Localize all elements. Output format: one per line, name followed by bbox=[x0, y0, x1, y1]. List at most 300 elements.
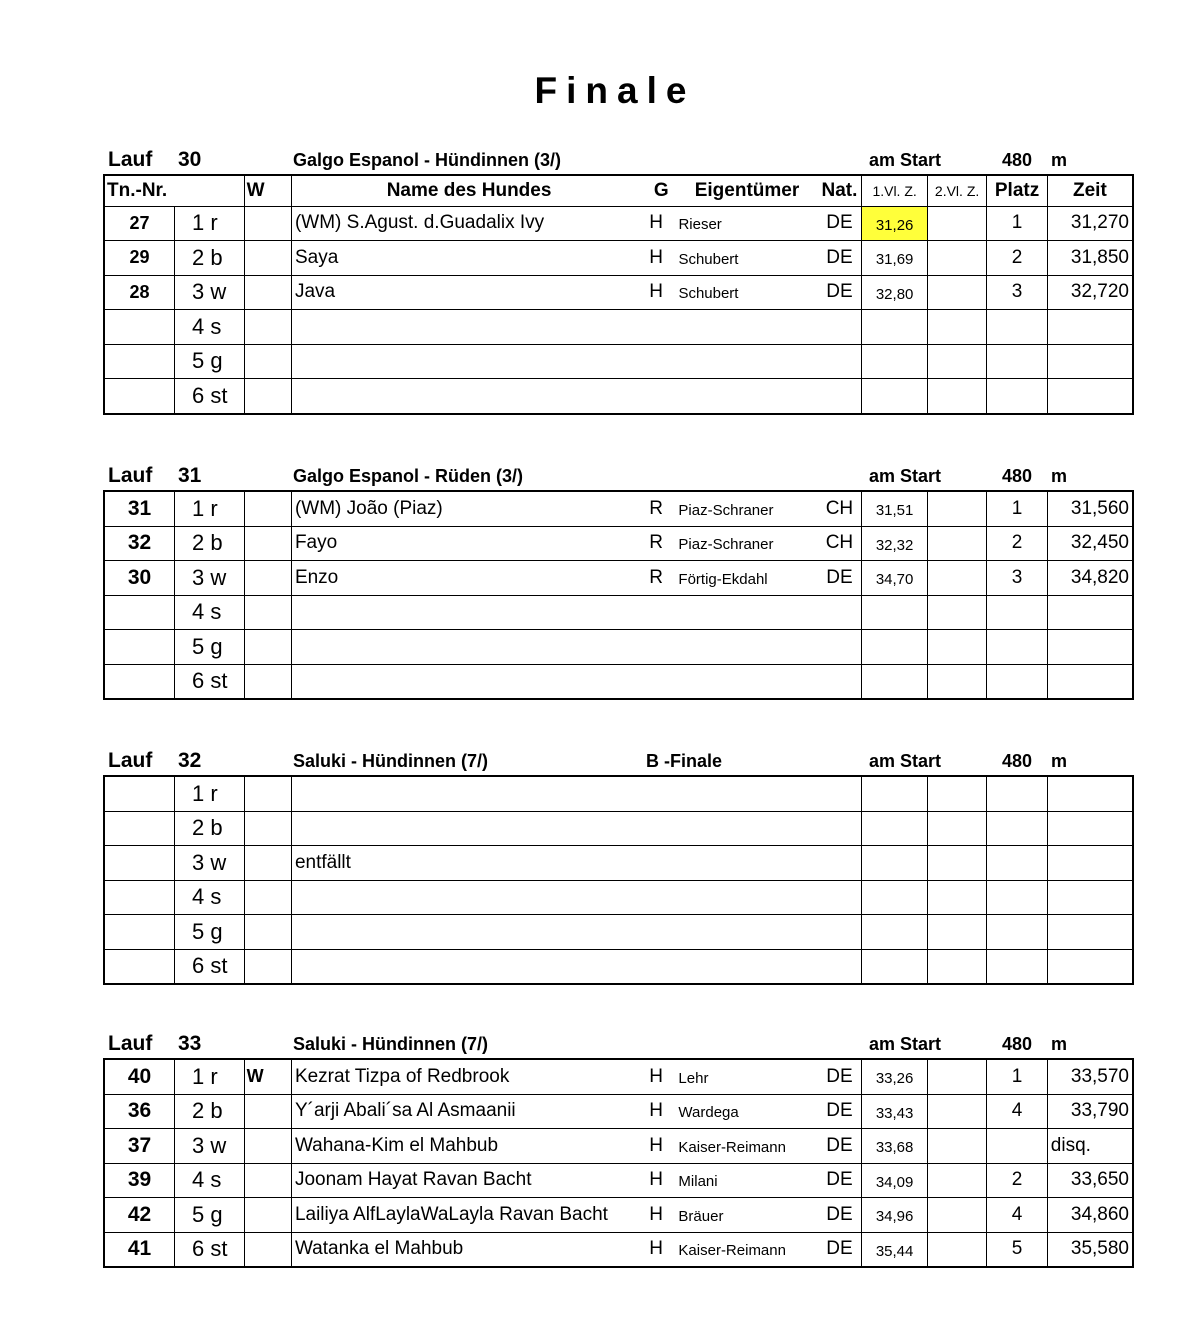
box-number: 6 st bbox=[175, 949, 245, 984]
gender bbox=[646, 880, 676, 915]
prelim-time-2 bbox=[927, 241, 986, 276]
dog-name: Wahana-Kim el Mahbub bbox=[291, 1129, 646, 1164]
race-start-label: am Start bbox=[869, 150, 942, 170]
prelim-time-1: 34,09 bbox=[862, 1163, 928, 1198]
nationality bbox=[818, 846, 862, 881]
box-number: 3 w bbox=[175, 846, 245, 881]
placing bbox=[987, 776, 1047, 811]
table-row bbox=[104, 949, 1133, 984]
race-table bbox=[103, 1058, 1134, 1268]
tn-number bbox=[104, 949, 175, 984]
owner: Bräuer bbox=[676, 1198, 817, 1233]
tn-number bbox=[104, 379, 175, 414]
col-header-g: G bbox=[646, 175, 676, 206]
prelim-time-2 bbox=[927, 1198, 986, 1233]
tn-number bbox=[104, 595, 175, 630]
prelim-time-1: 33,26 bbox=[862, 1059, 928, 1094]
winner-mark bbox=[244, 491, 291, 526]
dog-name: Saya bbox=[291, 241, 646, 276]
final-time bbox=[1047, 595, 1133, 630]
dog-name: Joonam Hayat Ravan Bacht bbox=[291, 1163, 646, 1198]
table-row bbox=[104, 379, 1133, 414]
race-breed: Saluki - Hündinnen (7/) bbox=[293, 751, 489, 771]
placing bbox=[987, 664, 1047, 699]
placing: 4 bbox=[987, 1094, 1047, 1129]
winner-mark bbox=[244, 915, 291, 950]
final-time bbox=[1047, 915, 1133, 950]
page-title: Finale bbox=[534, 70, 696, 111]
final-time bbox=[1047, 664, 1133, 699]
dog-name: Java bbox=[291, 275, 646, 310]
prelim-time-2 bbox=[927, 776, 986, 811]
table-row bbox=[104, 491, 1133, 526]
prelim-time-2 bbox=[927, 1059, 986, 1094]
nationality: CH bbox=[818, 491, 862, 526]
winner-mark bbox=[244, 1129, 291, 1164]
table-row bbox=[104, 241, 1133, 276]
nationality: DE bbox=[818, 1198, 862, 1233]
tn-number: 37 bbox=[104, 1129, 175, 1164]
box-number: 3 w bbox=[175, 275, 245, 310]
dog-name bbox=[291, 949, 646, 984]
tn-number: 29 bbox=[104, 241, 175, 276]
nationality bbox=[818, 915, 862, 950]
final-time bbox=[1047, 880, 1133, 915]
col-header-w: W bbox=[244, 175, 291, 206]
race-distance-unit: m bbox=[1051, 466, 1068, 486]
table-row bbox=[104, 846, 1133, 881]
gender bbox=[646, 310, 676, 345]
tn-number bbox=[104, 846, 175, 881]
race-table bbox=[103, 490, 1134, 700]
race-distance: 480 bbox=[1002, 150, 1033, 170]
winner-mark bbox=[244, 776, 291, 811]
table-row bbox=[104, 595, 1133, 630]
winner-mark bbox=[244, 379, 291, 414]
prelim-time-1 bbox=[862, 811, 928, 846]
placing bbox=[987, 880, 1047, 915]
race-distance-unit: m bbox=[1051, 150, 1068, 170]
gender: H bbox=[646, 1129, 676, 1164]
tn-number: 27 bbox=[104, 206, 175, 241]
final-time bbox=[1047, 846, 1133, 881]
owner bbox=[676, 630, 817, 665]
column-header-row bbox=[104, 175, 1133, 206]
placing: 2 bbox=[987, 1163, 1047, 1198]
final-time: 33,790 bbox=[1047, 1094, 1133, 1129]
box-number: 4 s bbox=[175, 880, 245, 915]
prelim-time-2 bbox=[927, 344, 986, 379]
race-breed: Saluki - Hündinnen (7/) bbox=[293, 1034, 489, 1054]
winner-mark bbox=[244, 526, 291, 561]
prelim-time-1 bbox=[862, 880, 928, 915]
gender: H bbox=[646, 1059, 676, 1094]
dog-name: Fayo bbox=[291, 526, 646, 561]
owner bbox=[676, 664, 817, 699]
race-distance: 480 bbox=[1002, 466, 1033, 486]
gender bbox=[646, 811, 676, 846]
race-label: Lauf bbox=[108, 749, 153, 772]
prelim-time-2 bbox=[927, 491, 986, 526]
race-distance-unit: m bbox=[1051, 751, 1068, 771]
winner-mark bbox=[244, 630, 291, 665]
prelim-time-2 bbox=[927, 379, 986, 414]
final-time: 34,820 bbox=[1047, 561, 1133, 596]
gender: R bbox=[646, 491, 676, 526]
owner: Schubert bbox=[676, 275, 817, 310]
prelim-time-1 bbox=[862, 915, 928, 950]
dog-name bbox=[291, 880, 646, 915]
gender bbox=[646, 664, 676, 699]
prelim-time-1: 31,51 bbox=[862, 491, 928, 526]
nationality bbox=[818, 595, 862, 630]
gender: H bbox=[646, 1198, 676, 1233]
table-row bbox=[104, 344, 1133, 379]
box-number: 2 b bbox=[175, 241, 245, 276]
prelim-time-2 bbox=[927, 811, 986, 846]
race-number: 31 bbox=[178, 464, 202, 487]
final-time: 31,850 bbox=[1047, 241, 1133, 276]
nationality bbox=[818, 776, 862, 811]
final-time bbox=[1047, 949, 1133, 984]
winner-mark bbox=[244, 664, 291, 699]
dog-name: Lailiya AlfLaylaWaLayla Ravan Bacht bbox=[291, 1198, 646, 1233]
tn-number bbox=[104, 310, 175, 345]
final-time: disq. bbox=[1047, 1129, 1133, 1164]
owner bbox=[676, 776, 817, 811]
box-number: 5 g bbox=[175, 344, 245, 379]
winner-mark: W bbox=[244, 1059, 291, 1094]
col-header-t1: 1.Vl. Z. bbox=[862, 175, 928, 206]
owner bbox=[676, 595, 817, 630]
gender: H bbox=[646, 1163, 676, 1198]
prelim-time-2 bbox=[927, 526, 986, 561]
tn-number bbox=[104, 630, 175, 665]
table-row bbox=[104, 1094, 1133, 1129]
box-number: 6 st bbox=[175, 1232, 245, 1267]
placing: 1 bbox=[987, 491, 1047, 526]
gender bbox=[646, 776, 676, 811]
nationality bbox=[818, 880, 862, 915]
race-33 bbox=[103, 1032, 1134, 1268]
col-header-name: Name des Hundes bbox=[291, 175, 646, 206]
gender: H bbox=[646, 1232, 676, 1267]
race-number: 33 bbox=[178, 1032, 202, 1055]
nationality bbox=[818, 664, 862, 699]
box-number: 1 r bbox=[175, 206, 245, 241]
race-30 bbox=[103, 148, 1134, 415]
tn-number: 36 bbox=[104, 1094, 175, 1129]
owner: Kaiser-Reimann bbox=[676, 1232, 817, 1267]
col-header-nat: Nat. bbox=[818, 175, 862, 206]
placing bbox=[987, 310, 1047, 345]
race-header bbox=[103, 1032, 1134, 1058]
table-row bbox=[104, 776, 1133, 811]
race-start-label: am Start bbox=[869, 751, 942, 771]
placing: 3 bbox=[987, 561, 1047, 596]
prelim-time-1 bbox=[862, 630, 928, 665]
owner bbox=[676, 811, 817, 846]
box-number: 3 w bbox=[175, 1129, 245, 1164]
owner: Förtig-Ekdahl bbox=[676, 561, 817, 596]
tn-number: 39 bbox=[104, 1163, 175, 1198]
owner bbox=[676, 344, 817, 379]
prelim-time-2 bbox=[927, 1163, 986, 1198]
final-time: 31,270 bbox=[1047, 206, 1133, 241]
dog-name bbox=[291, 595, 646, 630]
col-header-t2: 2.Vl. Z. bbox=[927, 175, 986, 206]
table-row bbox=[104, 206, 1133, 241]
box-number: 6 st bbox=[175, 664, 245, 699]
dog-name: (WM) S.Agust. d.Guadalix Ivy bbox=[291, 206, 646, 241]
prelim-time-2 bbox=[927, 1129, 986, 1164]
dog-name: Kezrat Tizpa of Redbrook bbox=[291, 1059, 646, 1094]
final-time bbox=[1047, 630, 1133, 665]
dog-name bbox=[291, 664, 646, 699]
box-number: 6 st bbox=[175, 379, 245, 414]
race-number: 30 bbox=[178, 148, 202, 171]
table-row bbox=[104, 880, 1133, 915]
gender: R bbox=[646, 526, 676, 561]
gender bbox=[646, 846, 676, 881]
prelim-time-1 bbox=[862, 664, 928, 699]
nationality bbox=[818, 949, 862, 984]
final-time bbox=[1047, 811, 1133, 846]
winner-mark bbox=[244, 595, 291, 630]
placing bbox=[987, 915, 1047, 950]
dog-name: entfällt bbox=[291, 846, 646, 881]
nationality bbox=[818, 811, 862, 846]
table-row bbox=[104, 1163, 1133, 1198]
dog-name: (WM) João (Piaz) bbox=[291, 491, 646, 526]
nationality: DE bbox=[818, 1094, 862, 1129]
winner-mark bbox=[244, 1198, 291, 1233]
placing bbox=[987, 846, 1047, 881]
col-header-owner: Eigentümer bbox=[676, 175, 817, 206]
placing bbox=[987, 630, 1047, 665]
race-header bbox=[103, 464, 1134, 490]
nationality bbox=[818, 344, 862, 379]
box-number: 1 r bbox=[175, 491, 245, 526]
race-label: Lauf bbox=[108, 464, 153, 487]
placing bbox=[987, 344, 1047, 379]
dog-name: Y´arji Abali´sa Al Asmaanii bbox=[291, 1094, 646, 1129]
gender bbox=[646, 344, 676, 379]
placing: 3 bbox=[987, 275, 1047, 310]
final-time: 32,450 bbox=[1047, 526, 1133, 561]
owner bbox=[676, 915, 817, 950]
owner bbox=[676, 310, 817, 345]
race-32 bbox=[103, 749, 1134, 985]
prelim-time-2 bbox=[927, 561, 986, 596]
prelim-time-1: 33,68 bbox=[862, 1129, 928, 1164]
table-row bbox=[104, 310, 1133, 345]
tn-number bbox=[104, 344, 175, 379]
winner-mark bbox=[244, 949, 291, 984]
box-number: 3 w bbox=[175, 561, 245, 596]
dog-name bbox=[291, 776, 646, 811]
prelim-time-1 bbox=[862, 846, 928, 881]
placing: 2 bbox=[987, 241, 1047, 276]
owner bbox=[676, 880, 817, 915]
nationality bbox=[818, 379, 862, 414]
table-row bbox=[104, 1129, 1133, 1164]
prelim-time-2 bbox=[927, 846, 986, 881]
nationality: DE bbox=[818, 241, 862, 276]
placing bbox=[987, 811, 1047, 846]
table-row bbox=[104, 1232, 1133, 1267]
winner-mark bbox=[244, 1094, 291, 1129]
final-time: 32,720 bbox=[1047, 275, 1133, 310]
prelim-time-2 bbox=[927, 206, 986, 241]
owner: Lehr bbox=[676, 1059, 817, 1094]
tn-number: 32 bbox=[104, 526, 175, 561]
winner-mark bbox=[244, 1163, 291, 1198]
winner-mark bbox=[244, 811, 291, 846]
final-time bbox=[1047, 344, 1133, 379]
owner: Kaiser-Reimann bbox=[676, 1129, 817, 1164]
placing: 1 bbox=[987, 1059, 1047, 1094]
tn-number bbox=[104, 664, 175, 699]
owner bbox=[676, 949, 817, 984]
box-number: 1 r bbox=[175, 776, 245, 811]
prelim-time-2 bbox=[927, 880, 986, 915]
gender: H bbox=[646, 206, 676, 241]
table-row bbox=[104, 915, 1133, 950]
final-time: 34,860 bbox=[1047, 1198, 1133, 1233]
final-time: 35,580 bbox=[1047, 1232, 1133, 1267]
nationality: DE bbox=[818, 1129, 862, 1164]
tn-number: 42 bbox=[104, 1198, 175, 1233]
gender bbox=[646, 949, 676, 984]
race-label: Lauf bbox=[108, 1032, 153, 1055]
prelim-time-1: 32,32 bbox=[862, 526, 928, 561]
tn-number: 40 bbox=[104, 1059, 175, 1094]
race-31 bbox=[103, 464, 1134, 700]
nationality bbox=[818, 310, 862, 345]
owner: Piaz-Schraner bbox=[676, 491, 817, 526]
final-time: 31,560 bbox=[1047, 491, 1133, 526]
race-table bbox=[103, 775, 1134, 985]
prelim-time-1 bbox=[862, 310, 928, 345]
prelim-time-1 bbox=[862, 949, 928, 984]
table-row bbox=[104, 1059, 1133, 1094]
dog-name bbox=[291, 344, 646, 379]
table-row bbox=[104, 630, 1133, 665]
placing bbox=[987, 379, 1047, 414]
prelim-time-2 bbox=[927, 630, 986, 665]
winner-mark bbox=[244, 880, 291, 915]
prelim-time-1: 34,96 bbox=[862, 1198, 928, 1233]
final-time bbox=[1047, 776, 1133, 811]
prelim-time-2 bbox=[927, 595, 986, 630]
winner-mark bbox=[244, 310, 291, 345]
placing: 4 bbox=[987, 1198, 1047, 1233]
placing bbox=[987, 595, 1047, 630]
owner: Piaz-Schraner bbox=[676, 526, 817, 561]
race-subtitle: B -Finale bbox=[646, 751, 723, 771]
race-header bbox=[103, 749, 1134, 775]
nationality: DE bbox=[818, 275, 862, 310]
col-header-tn: Tn.-Nr. bbox=[104, 175, 244, 206]
dog-name bbox=[291, 811, 646, 846]
table-row bbox=[104, 1198, 1133, 1233]
dog-name: Watanka el Mahbub bbox=[291, 1232, 646, 1267]
box-number: 2 b bbox=[175, 1094, 245, 1129]
winner-mark bbox=[244, 241, 291, 276]
tn-number: 28 bbox=[104, 275, 175, 310]
tn-number: 31 bbox=[104, 491, 175, 526]
nationality: DE bbox=[818, 206, 862, 241]
placing bbox=[987, 949, 1047, 984]
winner-mark bbox=[244, 275, 291, 310]
table-row bbox=[104, 526, 1133, 561]
gender bbox=[646, 379, 676, 414]
col-header-platz: Platz bbox=[987, 175, 1047, 206]
race-number: 32 bbox=[178, 749, 202, 772]
tn-number bbox=[104, 811, 175, 846]
gender: H bbox=[646, 1094, 676, 1129]
prelim-time-1 bbox=[862, 344, 928, 379]
winner-mark bbox=[244, 846, 291, 881]
dog-name bbox=[291, 310, 646, 345]
prelim-time-1: 34,70 bbox=[862, 561, 928, 596]
box-number: 2 b bbox=[175, 811, 245, 846]
race-distance: 480 bbox=[1002, 751, 1033, 771]
owner: Rieser bbox=[676, 206, 817, 241]
winner-mark bbox=[244, 344, 291, 379]
race-table bbox=[103, 174, 1134, 415]
table-row bbox=[104, 664, 1133, 699]
race-label: Lauf bbox=[108, 148, 153, 171]
tn-number bbox=[104, 915, 175, 950]
table-row bbox=[104, 561, 1133, 596]
tn-number: 30 bbox=[104, 561, 175, 596]
table-row bbox=[104, 275, 1133, 310]
prelim-time-1: 35,44 bbox=[862, 1232, 928, 1267]
prelim-time-2 bbox=[927, 1232, 986, 1267]
owner bbox=[676, 379, 817, 414]
race-header bbox=[103, 148, 1134, 174]
nationality: DE bbox=[818, 1232, 862, 1267]
tn-number bbox=[104, 880, 175, 915]
race-distance-unit: m bbox=[1051, 1034, 1068, 1054]
box-number: 4 s bbox=[175, 310, 245, 345]
final-time bbox=[1047, 310, 1133, 345]
prelim-time-1 bbox=[862, 595, 928, 630]
dog-name bbox=[291, 630, 646, 665]
nationality: DE bbox=[818, 1059, 862, 1094]
dog-name: Enzo bbox=[291, 561, 646, 596]
prelim-time-2 bbox=[927, 310, 986, 345]
owner bbox=[676, 846, 817, 881]
box-number: 4 s bbox=[175, 595, 245, 630]
nationality: CH bbox=[818, 526, 862, 561]
prelim-time-1: 31,26 bbox=[862, 206, 928, 241]
gender: H bbox=[646, 241, 676, 276]
prelim-time-2 bbox=[927, 1094, 986, 1129]
race-start-label: am Start bbox=[869, 1034, 942, 1054]
winner-mark bbox=[244, 206, 291, 241]
owner: Schubert bbox=[676, 241, 817, 276]
nationality: DE bbox=[818, 1163, 862, 1198]
placing: 1 bbox=[987, 206, 1047, 241]
gender bbox=[646, 630, 676, 665]
tn-number: 41 bbox=[104, 1232, 175, 1267]
col-header-zeit: Zeit bbox=[1047, 175, 1133, 206]
winner-mark bbox=[244, 561, 291, 596]
dog-name bbox=[291, 915, 646, 950]
